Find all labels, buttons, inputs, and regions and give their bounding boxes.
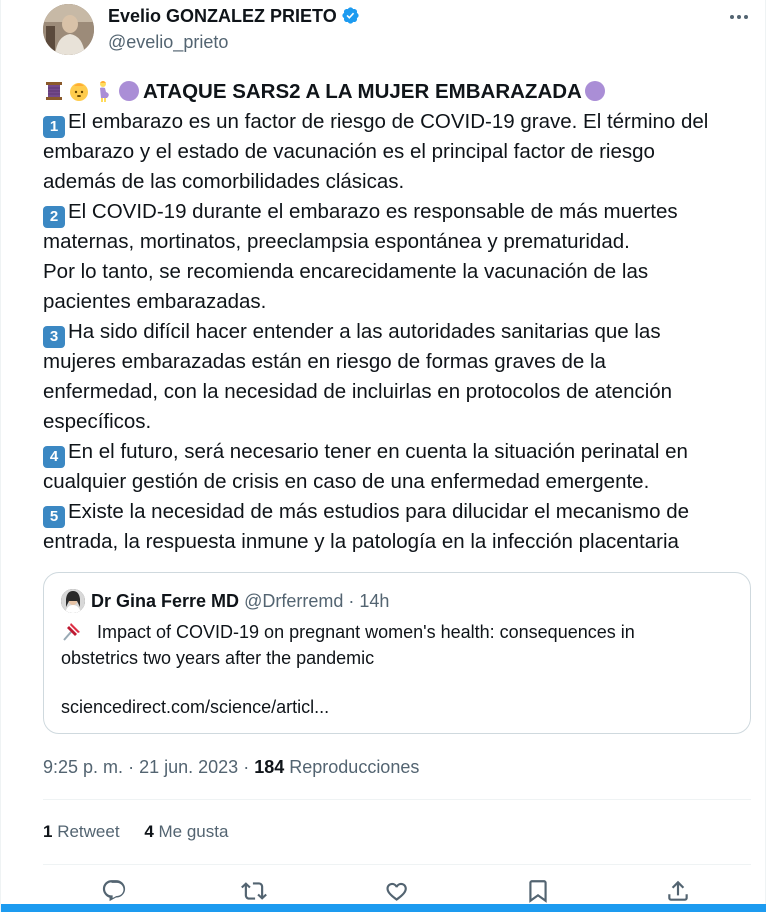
line-text: El COVID-19 durante el embarazo es responsable de más muertes: [68, 200, 678, 223]
paragraph-line: [43, 497, 755, 527]
paragraph-line: enfermedad, con la necesidad de incluirlas en protocolos de atención: [43, 380, 673, 403]
quoted-text: [61, 619, 741, 671]
keycap-4-icon: 4: [43, 446, 65, 468]
line-text: En el futuro, será necesario tener en cuenta la situación perinatal en: [68, 440, 688, 463]
views-label: Reproducciones: [289, 757, 420, 777]
pushpin-icon: [61, 620, 83, 642]
paragraph-line: entrada, la respuesta inmune y la patología en la infección placentaria: [43, 530, 679, 553]
paragraph-line: específicos.: [43, 410, 152, 433]
verified-badge-icon: [341, 6, 360, 25]
likes-count: 4: [144, 822, 154, 841]
paragraph-line: mujeres embarazadas están en riesgo de formas graves de la: [43, 350, 606, 373]
keycap-5-icon: 5: [43, 506, 65, 528]
line-text: Existe la necesidad de más estudios para dilucidar el mecanismo de: [68, 500, 690, 523]
keycap-3-icon: 3: [43, 326, 65, 348]
quoted-author-handle: @Drferremd: [244, 591, 344, 611]
meta-separator: ·: [243, 757, 250, 777]
paragraph-line: cualquier gestión de crisis en caso de una enfermedad emergente.: [43, 470, 650, 493]
line-text: Ha sido difícil hacer entender a las autoridades sanitarias que las: [68, 320, 661, 343]
quoted-age: 14h: [359, 591, 390, 611]
pregnant-woman-icon: [93, 80, 115, 102]
retweets-count: 1: [43, 822, 53, 841]
retweets-label: Retweet: [57, 822, 120, 841]
divider: [43, 864, 751, 865]
purple-circle-icon: [584, 80, 606, 102]
more-icon[interactable]: [725, 6, 753, 28]
quoted-tweet[interactable]: [43, 572, 751, 734]
quoted-author-avatar: [61, 589, 85, 613]
spool-of-thread-icon: [43, 80, 65, 102]
likes-label: Me gusta: [158, 822, 229, 841]
paragraph-line: pacientes embarazadas.: [43, 290, 267, 313]
paragraph-line: [43, 437, 755, 467]
keycap-1-icon: 1: [43, 116, 65, 138]
author-avatar[interactable]: [43, 4, 94, 55]
tweet-time[interactable]: 9:25 p. m.: [43, 757, 124, 777]
line-text: El embarazo es un factor de riesgo de COVID-19 grave. El término del: [68, 110, 709, 133]
author-handle[interactable]: @evelio_prieto: [108, 32, 229, 52]
quoted-link[interactable]: sciencedirect.com/science/articl...: [61, 697, 330, 717]
engagement-stats: [43, 820, 248, 844]
tweet-text: [43, 77, 755, 557]
paragraph-line: [43, 317, 755, 347]
retweets-stat[interactable]: [43, 820, 120, 844]
paragraph-line: embarazo y el estado de vacunación es el principal factor de riesgo: [43, 140, 655, 163]
author-name[interactable]: [108, 5, 360, 27]
purple-circle-icon: [118, 80, 140, 102]
tweet-date[interactable]: 21 jun. 2023: [139, 757, 239, 777]
headline-text: ATAQUE SARS2 A LA MUJER EMBARAZADA: [143, 80, 582, 103]
quoted-header: [91, 590, 389, 612]
quoted-separator: ·: [348, 591, 355, 611]
baby-icon: [68, 80, 90, 102]
quoted-text-line: Impact of COVID-19 on pregnant women's health: consequences in: [97, 622, 635, 642]
quoted-text-line: obstetrics two years after the pandemic: [61, 648, 375, 668]
divider: [43, 799, 751, 800]
likes-stat[interactable]: [144, 820, 228, 844]
headline-line: [43, 77, 755, 107]
quoted-author-name: Dr Gina Ferre MD: [91, 591, 240, 611]
views-count: 184: [254, 757, 285, 777]
keycap-2-icon: 2: [43, 206, 65, 228]
author-name-text: Evelio GONZALEZ PRIETO: [108, 6, 337, 26]
paragraph-line: [43, 107, 755, 137]
paragraph-line: maternas, mortinatos, preeclampsia espontánea y prematuridad.: [43, 230, 630, 253]
meta-separator: ·: [128, 757, 135, 777]
paragraph-line: [43, 197, 755, 227]
bottom-accent-bar: [1, 904, 766, 912]
tweet-metadata: [43, 755, 419, 779]
paragraph-line: además de las comorbilidades clásicas.: [43, 170, 405, 193]
paragraph-line: Por lo tanto, se recomienda encarecidamente la vacunación de las: [43, 260, 649, 283]
